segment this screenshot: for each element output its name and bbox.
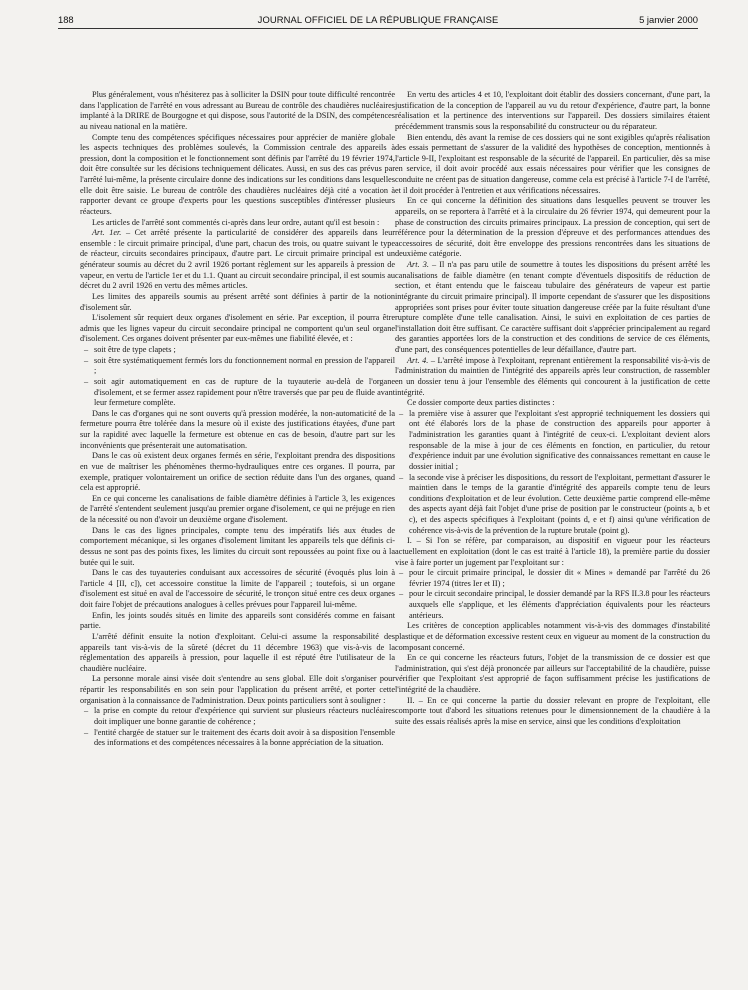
- article-4-heading: Art. 4.: [407, 355, 429, 365]
- paragraph: Dans le cas des lignes principales, compte tenu des impératifs liés aux études de comportement mécanique, si les organes d'isolement limitant les appareils tels que définis ci-dessus ne sont pas des points fixes, les limites du circuit sont repoussées au point fixe ou à la butée qui le suit.: [80, 525, 395, 567]
- paragraph: Dans le cas d'organes qui ne sont ouverts qu'à pression modérée, la non-automaticité de la fermeture pourra être tolérée dans la mesure où il existe des justifications étayées, d'une part sur la rapidité avec laquelle la fermeture est obtenue en cas de besoin, d'autre part sur les inconvénients que présenterait une automatisation.: [80, 408, 395, 450]
- paragraph: L'arrêté définit ensuite la notion d'exploitant. Celui-ci assume la responsabilité des appareils tant vis-à-vis de la sûreté (décret du 11 décembre 1963) que vis-à-vis de la réglementation des appareils à pression, pour laquelle il est réputé être l'utilisateur de la chaudière nucléaire.: [80, 631, 395, 673]
- paragraph: Dans le cas où existent deux organes fermés en série, l'exploitant prendra des dispositions en vue de maîtriser les phénomènes thermo-hydrauliques entre ces organes. Il pourra, par exemple, pratiquer volontairement un orifice de section réduite dans l'un des organes, quand cela est approprié.: [80, 451, 395, 493]
- list-item: – pour le circuit primaire principal, le dossier dit « Mines » demandé par l'arrêté du 26 février 1974 (titres Ier et II) ;: [395, 568, 710, 589]
- issue-date: 5 janvier 2000: [639, 14, 698, 25]
- list-item: – pour le circuit secondaire principal, le dossier demandé par la RFS II.3.8 pour les réacteurs auxquels elle s'applique, et les éléments d'appréciation équivalents pour les réacteurs antérieurs.: [395, 589, 710, 621]
- article-4-paragraph: [395, 356, 710, 399]
- paragraph: I. – Si l'on se réfère, par comparaison, au dispositif en vigueur pour les réacteurs actuellement en exploitation (dont le cas est traité à l'article 18), la première partie du dossier vise à faire porter un jugement par l'exploitant sur :: [395, 536, 710, 567]
- existing-reactors-list: [395, 568, 710, 621]
- article-3-paragraph: [395, 260, 710, 356]
- right-column: [395, 90, 710, 728]
- article-1-heading: Art. 1er.: [92, 228, 122, 238]
- paragraph: Ce dossier comporte deux parties distinctes :: [407, 398, 555, 408]
- article-3-heading: Art. 3.: [407, 260, 429, 269]
- paragraph: En vertu des articles 4 et 10, l'exploitant doit établir des dossiers concernant, d'une part, la justification de la conception de l'appareil au vu du retour d'expérience, d'autre part, la bonne réalisation et la pertinence des interventions sur l'appareil. Des dossiers similaires étaient précédemment transmis sous la responsabilité du constructeur ou du réparateur.: [395, 90, 710, 131]
- paragraph: Les articles de l'arrêté sont commentés ci-après dans leur ordre, autant qu'il est besoin :: [92, 217, 380, 227]
- list-item: – soit agir automatiquement en cas de rupture de la tuyauterie au-delà de l'organe d'isolement, et se fermer assez rapidement pour n'être traversés que par peu de fluide avant leur fermeture complète.: [80, 377, 395, 409]
- paragraph: Dans le cas des tuyauteries conduisant aux accessoires de sécurité (évoqués plus loin à l'article 4 [II, c]), cet accessoire constitue la limite de l'appareil ; toutefois, si un organe d'isolement est situé en aval de l'accessoire de sécurité, le tronçon situé entre ces deux organes doit faire l'objet de précautions analogues à celles prévues pour l'appareil lui-même.: [80, 568, 395, 609]
- list-item: – la seconde vise à préciser les dispositions, du ressort de l'exploitant, permettant d'assurer le maintien dans le temps de la garantie d'intégrité des appareils compte tenu de leurs conditions d'exploitation et de leur évolution. Cette deuxième partie comprend elle-même des aspects ayant déjà fait l'objet d'une prise de position par le constructeur (points a, b et c), et des aspects spécifiques à l'exploitant (points d, e et f) ainsi qu'une vérification de cohérence vis-à-vis de la prévention de la rupture brutale (point g).: [395, 473, 710, 537]
- paragraph: Les critères de conception applicables notamment vis-à-vis des dommages d'instabilité plastique et de déformation excessive restent ceux en vigueur au moment de la construction du composant concerné.: [395, 621, 710, 652]
- journal-title: JOURNAL OFFICIEL DE LA RÉPUBLIQUE FRANÇAISE: [257, 14, 499, 25]
- article-3-text: – Il n'a pas paru utile de soumettre à toutes les dispositions du présent arrêté les canalisations de faible diamètre (en tenant compte d'éventuels dispositifs de réduction de section, et étant entendu que le faisceau tubulaire des générateurs de vapeur est partie intégrante du circuit primaire principal). Il importe cependant de s'assurer que les dispositions appropriées sont prises pour éviter toute situation dangereuse créée par la fuite résultant d'une rupture complète d'une telle canalisation. Ainsi, le suivi en exploitation de ces parties de l'installation doit être suffisant. Ce caractère suffisant doit s'apprécier principalement au regard des garanties apportées lors de la construction et des conditions de service de ces éléments, d'une part, des conséquences potentielles de leur défaillance, d'autre part.: [395, 260, 710, 354]
- article-1-paragraph: [80, 228, 395, 292]
- paragraph: L'isolement sûr requiert deux organes d'isolement en série. Par exception, il pourra être admis que les lignes vapeur du circuit secondaire principal ne comportent qu'un seul organe d'isolement. Ces organes doivent présenter par eux-mêmes une fiabilité élevée, et :: [80, 313, 395, 344]
- dossier-parts-list: [395, 409, 710, 537]
- page-number: 188: [58, 14, 74, 25]
- paragraph: La personne morale ainsi visée doit s'entendre au sens global. Elle doit s'organiser pour répartir les responsabilités en son sein pour l'application du présent arrêté, et porter cette organisation à la connaissance de l'administration. Deux points particuliers sont à souligner :: [80, 674, 395, 705]
- paragraph: Plus généralement, vous n'hésiterez pas à solliciter la DSIN pour toute difficulté rencontrée dans l'application de l'arrêté en vous adressant au Bureau de contrôle des chaudières nucléaires implanté à la DRIRE de Bourgogne et qui dispose, sous l'autorité de la DSIN, des compétences au niveau national en la matière.: [80, 90, 395, 131]
- paragraph: En ce qui concerne les canalisations de faible diamètre définies à l'article 3, les exigences de l'arrêté s'entendent seulement jusqu'au premier organe d'isolement, ce qui ne préjuge en rien de la nécessité ou non d'avoir un deuxième organe d'isolement.: [80, 493, 395, 524]
- list-item: – la première vise à assurer que l'exploitant s'est approprié techniquement les dossiers qui ont été élaborés lors de la phase de construction des appareils pour apporter à l'administration les garanties quant à l'intégrité de ceux-ci. L'exploitant devient alors responsable de la mise à jour de ces éléments en fonction, en particulier, du retour d'expérience induit par une évolution significative des connaissances remettant en cause le dossier initial ;: [395, 409, 710, 473]
- list-item: – l'entité chargée de statuer sur le traitement des écarts doit avoir à sa disposition l'ensemble des informations et des compétences nécessaires à la bonne appréciation de la situation.: [80, 728, 395, 749]
- paragraph: Enfin, les joints soudés situés en limite des appareils sont considérés comme en faisant partie.: [80, 610, 395, 631]
- paragraph: En ce qui concerne les réacteurs futurs, l'objet de la transmission de ce dossier est que l'administration, qui s'est déjà prononcée par ailleurs sur l'acceptabilité de la chaudière, puisse vérifier que l'exploitant s'est approprié de façon suffisamment précise les justifications de l'intégrité de la chaudière.: [395, 653, 710, 694]
- particular-points-list: [80, 706, 395, 749]
- left-column: [80, 90, 395, 749]
- isolation-conditions-list: [80, 345, 395, 409]
- list-item: – soit être systématiquement fermés lors du fonctionnement normal en pression de l'appareil ;: [80, 356, 395, 377]
- paragraph: En ce qui concerne la définition des situations dans lesquelles peuvent se trouver les appareils, on se reportera à l'arrêté et à la circulaire du 26 février 1974, qui demeurent pour la phase de construction des circuits primaires principaux. La pression de conception, qui sert de référence pour la détermination de la pression d'épreuve et des performances attendues des accessoires de sécurité, doit être enveloppe des pressions rencontrées dans les situations de deuxième catégorie.: [395, 196, 710, 259]
- header-rule: [58, 28, 698, 29]
- page-header: [58, 14, 698, 28]
- paragraph: Bien entendu, dès avant la remise de ces dossiers qui ne sont exigibles qu'après réalisation des essais permettant de s'assurer de la validité des hypothèses de conception, mentionnés à l'article 9-II, l'exploitant est responsable de la sécurité de l'appareil. En particulier, dès sa mise en service, il doit avoir procédé aux essais nécessaires pour vérifier que les consignes de conduite ne créent pas de situation dangereuse, comme cela est précisé à l'article 7-I de l'arrêté, et il doit procéder à l'entretien et aux vérifications nécessaires.: [395, 132, 710, 195]
- paragraph: II. – En ce qui concerne la partie du dossier relevant en propre de l'exploitant, elle comporte tout d'abord les situations retenues pour le dimensionnement de la chaudière à la suite des essais réalisés après la mise en service, ainsi que les conditions d'exploitation: [395, 695, 710, 726]
- article-1-text: – Cet arrêté présente la particularité de considérer des appareils dans leur ensemble : le circuit primaire principal, d'une part, chacun des trois, ou quatre suivant le type de réacteur, circuits secondaires principaux, d'autre part. Le circuit primaire principal est un générateur soumis au décret du 2 avril 1926 portant règlement sur les appareils à pression de vapeur, en vertu de l'article 1er et du 1.1. Quant au circuit secondaire principal, il est soumis au décret du 2 avril 1926 en vertu des mêmes articles.: [80, 228, 396, 291]
- list-item: – la prise en compte du retour d'expérience qui survient sur plusieurs réacteurs nucléaires doit impliquer une bonne garantie de cohérence ;: [80, 706, 395, 727]
- article-4-text: – L'arrêté impose à l'exploitant, reprenant entièrement la responsabilité vis-à-vis de l'administration du maintien de l'intégrité des appareils après leur construction, de rassembler en un dossier tenu à jour l'ensemble des éléments qui concourent à la justification de cette intégrité.: [395, 355, 710, 397]
- paragraph: Compte tenu des compétences spécifiques nécessaires pour apprécier de manière globale les aspects techniques des problèmes soulevés, la Commission centrale des appareils à pression, dont la composition et le fonctionnement sont définis par l'arrêté du 19 février 1974, doit être consultée sur les décisions techniquement délicates. Aussi, en sus des cas prévus par l'arrêté lui-même, la présente circulaire donne des indications sur les conditions dans lesquelles elle doit être saisie. Le bureau de contrôle des chaudières nucléaires déjà cité a vocation à rapporter devant ce groupe d'experts pour les questions susceptibles d'intéresser plusieurs réacteurs.: [80, 132, 395, 216]
- list-item: – soit être de type clapets ;: [80, 345, 395, 356]
- paragraph: Les limites des appareils soumis au présent arrêté sont définies à partir de la notion d'isolement sûr.: [80, 291, 395, 312]
